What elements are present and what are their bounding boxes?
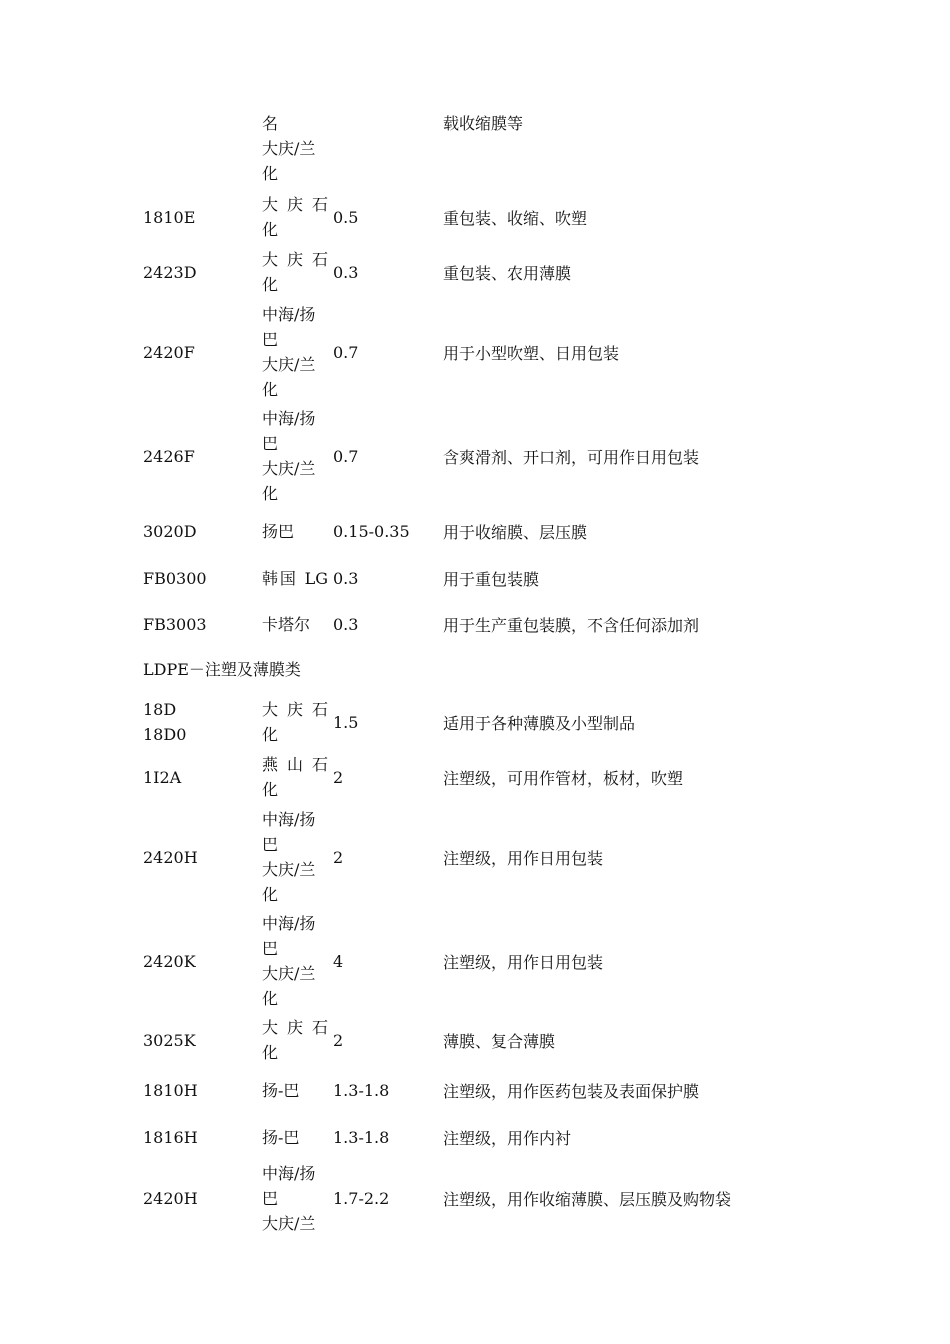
maker-line: 大庆/兰 <box>262 964 316 983</box>
maker-cell <box>262 601 330 648</box>
use-cell <box>443 111 903 186</box>
maker-cell <box>262 245 330 299</box>
table-row <box>0 245 950 299</box>
melt-index-cell <box>333 1013 438 1067</box>
table-row <box>0 555 950 602</box>
maker-line: 化 <box>262 725 279 744</box>
maker-line: 化 <box>262 164 279 183</box>
melt-index-cell <box>333 1067 438 1114</box>
grade-cell <box>143 1013 258 1067</box>
use-text: 注塑级，用作内衬 <box>443 1129 572 1148</box>
maker-line: 化 <box>262 989 279 1008</box>
use-text: 用于生产重包装膜，不含任何添加剂 <box>443 616 700 635</box>
table-row <box>0 695 950 749</box>
maker-cell <box>262 111 330 186</box>
use-cell <box>443 1114 903 1161</box>
maker-cell <box>262 404 330 508</box>
melt-index-text: 1.5 <box>333 712 359 732</box>
table-row <box>0 601 950 648</box>
use-text: 注塑级，用作医药包装及表面保护膜 <box>443 1082 700 1101</box>
melt-index-text: 0.5 <box>333 207 359 227</box>
use-cell <box>443 1160 903 1237</box>
table-row <box>0 1114 950 1161</box>
use-text: 注塑级，用作日用包装 <box>443 848 604 868</box>
maker-line: 化 <box>262 220 279 239</box>
maker-line: 名 <box>262 114 279 133</box>
grade-text: 2420H <box>143 1189 198 1208</box>
maker-line: 大 庆 石 <box>262 700 328 719</box>
melt-index-cell <box>333 404 438 508</box>
use-text: 注塑级，用作收缩薄膜、层压膜及购物袋 <box>443 1190 732 1209</box>
maker-line: 化 <box>262 275 279 294</box>
maker-line: 扬巴 <box>262 522 295 541</box>
maker-line: 化 <box>262 885 279 904</box>
grade-text: 2420F <box>143 342 195 362</box>
maker-line: 巴 <box>262 835 279 854</box>
maker-cell <box>262 1160 330 1237</box>
use-text: 用于收缩膜、层压膜 <box>443 523 588 542</box>
grade-text: 2426F <box>143 446 195 466</box>
grade-cell <box>143 695 258 749</box>
maker-line: 巴 <box>262 939 279 958</box>
maker-line: 卡塔尔 <box>262 615 311 634</box>
use-text: 含爽滑剂、开口剂，可用作日用包装 <box>443 447 700 467</box>
grade-cell <box>143 601 258 648</box>
grade-text: 18D0 <box>143 725 187 744</box>
table-row <box>0 300 950 404</box>
maker-line: 化 <box>262 380 279 399</box>
continued-row <box>0 111 950 186</box>
maker-line: 化 <box>262 484 279 503</box>
table-row <box>0 190 950 244</box>
grade-cell <box>143 404 258 508</box>
grade-text: 1I2A <box>143 767 182 787</box>
maker-line: 大庆/兰 <box>262 860 316 879</box>
use-text: 薄膜、复合薄膜 <box>443 1031 556 1051</box>
maker-cell <box>262 750 330 804</box>
use-cell <box>443 909 903 1013</box>
use-text: 注塑级，用作日用包装 <box>443 952 604 972</box>
grade-text: FB3003 <box>143 615 207 634</box>
table-row <box>0 1067 950 1114</box>
melt-index-cell <box>333 601 438 648</box>
grade-cell <box>143 909 258 1013</box>
maker-line: 化 <box>262 780 279 799</box>
grade-text: 1810H <box>143 1081 198 1100</box>
use-text: 重包装、收缩、吹塑 <box>443 208 588 228</box>
maker-cell <box>262 1067 330 1114</box>
maker-line: 韩国 LG <box>262 569 328 588</box>
melt-index-text: 2 <box>333 767 344 787</box>
maker-line: 大庆/兰 <box>262 1214 316 1233</box>
melt-index-cell <box>333 555 438 602</box>
melt-index-text: 1.7-2.2 <box>333 1189 390 1208</box>
use-cell <box>443 805 903 909</box>
melt-index-cell <box>333 1114 438 1161</box>
melt-index-text: 2 <box>333 847 344 867</box>
use-cell <box>443 1067 903 1114</box>
use-cell <box>443 190 903 244</box>
maker-cell <box>262 1114 330 1161</box>
use-text: 重包装、农用薄膜 <box>443 263 572 283</box>
maker-line: 巴 <box>262 434 279 453</box>
melt-index-cell <box>333 508 438 555</box>
maker-line: 中海/扬 <box>262 810 316 829</box>
use-cell <box>443 750 903 804</box>
maker-line: 巴 <box>262 330 279 349</box>
grade-cell <box>143 190 258 244</box>
grade-text: 18D <box>143 700 177 719</box>
table-row <box>0 750 950 804</box>
use-cell <box>443 245 903 299</box>
maker-line: 大庆/兰 <box>262 459 316 478</box>
melt-index-text: 0.3 <box>333 569 359 588</box>
table-row <box>0 1013 950 1067</box>
use-cell <box>443 1013 903 1067</box>
maker-cell <box>262 805 330 909</box>
maker-line: 大庆/兰 <box>262 355 316 374</box>
table-row <box>0 404 950 508</box>
grade-cell <box>143 245 258 299</box>
maker-line: 巴 <box>262 1189 279 1208</box>
grade-cell <box>143 508 258 555</box>
maker-cell <box>262 1013 330 1067</box>
grade-cell <box>143 1114 258 1161</box>
grade-text: 2420H <box>143 847 198 867</box>
melt-index-text: 0.3 <box>333 262 359 282</box>
use-text: 注塑级，可用作管材，板材，吹塑 <box>443 768 684 788</box>
table-row <box>0 508 950 555</box>
melt-index-text: 0.3 <box>333 615 359 634</box>
grade-cell <box>143 555 258 602</box>
grade-text: FB0300 <box>143 569 207 588</box>
maker-cell <box>262 300 330 404</box>
maker-cell <box>262 508 330 555</box>
table-row <box>0 805 950 909</box>
grade-cell <box>143 300 258 404</box>
maker-line: 中海/扬 <box>262 1164 316 1183</box>
maker-cell <box>262 555 330 602</box>
melt-index-cell <box>333 695 438 749</box>
maker-line: 燕 山 石 <box>262 755 328 774</box>
table-row <box>0 1160 950 1237</box>
use-cell <box>443 555 903 602</box>
melt-index-cell <box>333 805 438 909</box>
melt-index-text: 1.3-1.8 <box>333 1128 390 1147</box>
grade-text: 2423D <box>143 262 197 282</box>
maker-line: 化 <box>262 1043 279 1062</box>
melt-index-cell <box>333 190 438 244</box>
melt-index-text: 0.7 <box>333 342 359 362</box>
use-cell <box>443 404 903 508</box>
maker-line: 大 庆 石 <box>262 1018 328 1037</box>
use-text: 适用于各种薄膜及小型制品 <box>443 713 636 733</box>
melt-index-cell <box>333 245 438 299</box>
table-row <box>0 909 950 1013</box>
melt-index-text: 4 <box>333 951 344 971</box>
melt-index-cell <box>333 909 438 1013</box>
grade-text: 3025K <box>143 1030 196 1050</box>
maker-line: 中海/扬 <box>262 305 316 324</box>
melt-index-cell <box>333 1160 438 1237</box>
maker-line: 扬-巴 <box>262 1081 300 1100</box>
maker-line: 大 庆 石 <box>262 195 328 214</box>
melt-index-text: 0.15-0.35 <box>333 522 410 541</box>
grade-cell <box>143 750 258 804</box>
grade-text: 3020D <box>143 522 197 541</box>
use-cell <box>443 695 903 749</box>
maker-cell <box>262 190 330 244</box>
maker-line: 大 庆 石 <box>262 250 328 269</box>
maker-line: 扬-巴 <box>262 1128 300 1147</box>
maker-line: 大庆/兰 <box>262 139 316 158</box>
grade-cell <box>143 805 258 909</box>
maker-line: 中海/扬 <box>262 914 316 933</box>
maker-cell <box>262 695 330 749</box>
grade-cell <box>143 1160 258 1237</box>
grade-text: 1816H <box>143 1128 198 1147</box>
section-heading: LDPE－注塑及薄膜类 <box>143 660 301 679</box>
melt-index-cell <box>333 750 438 804</box>
use-cell <box>443 601 903 648</box>
use-cell <box>443 300 903 404</box>
melt-index-text: 2 <box>333 1030 344 1050</box>
grade-text: 2420K <box>143 951 196 971</box>
grade-text: 1810E <box>143 207 196 227</box>
grade-cell <box>143 1067 258 1114</box>
use-text: 载收缩膜等 <box>443 114 524 133</box>
use-text: 用于小型吹塑、日用包装 <box>443 343 620 363</box>
maker-cell <box>262 909 330 1013</box>
maker-line: 中海/扬 <box>262 409 316 428</box>
use-cell <box>443 508 903 555</box>
melt-index-text: 1.3-1.8 <box>333 1081 390 1100</box>
melt-index-text: 0.7 <box>333 446 359 466</box>
melt-index-cell <box>333 300 438 404</box>
use-text: 用于重包装膜 <box>443 570 540 589</box>
